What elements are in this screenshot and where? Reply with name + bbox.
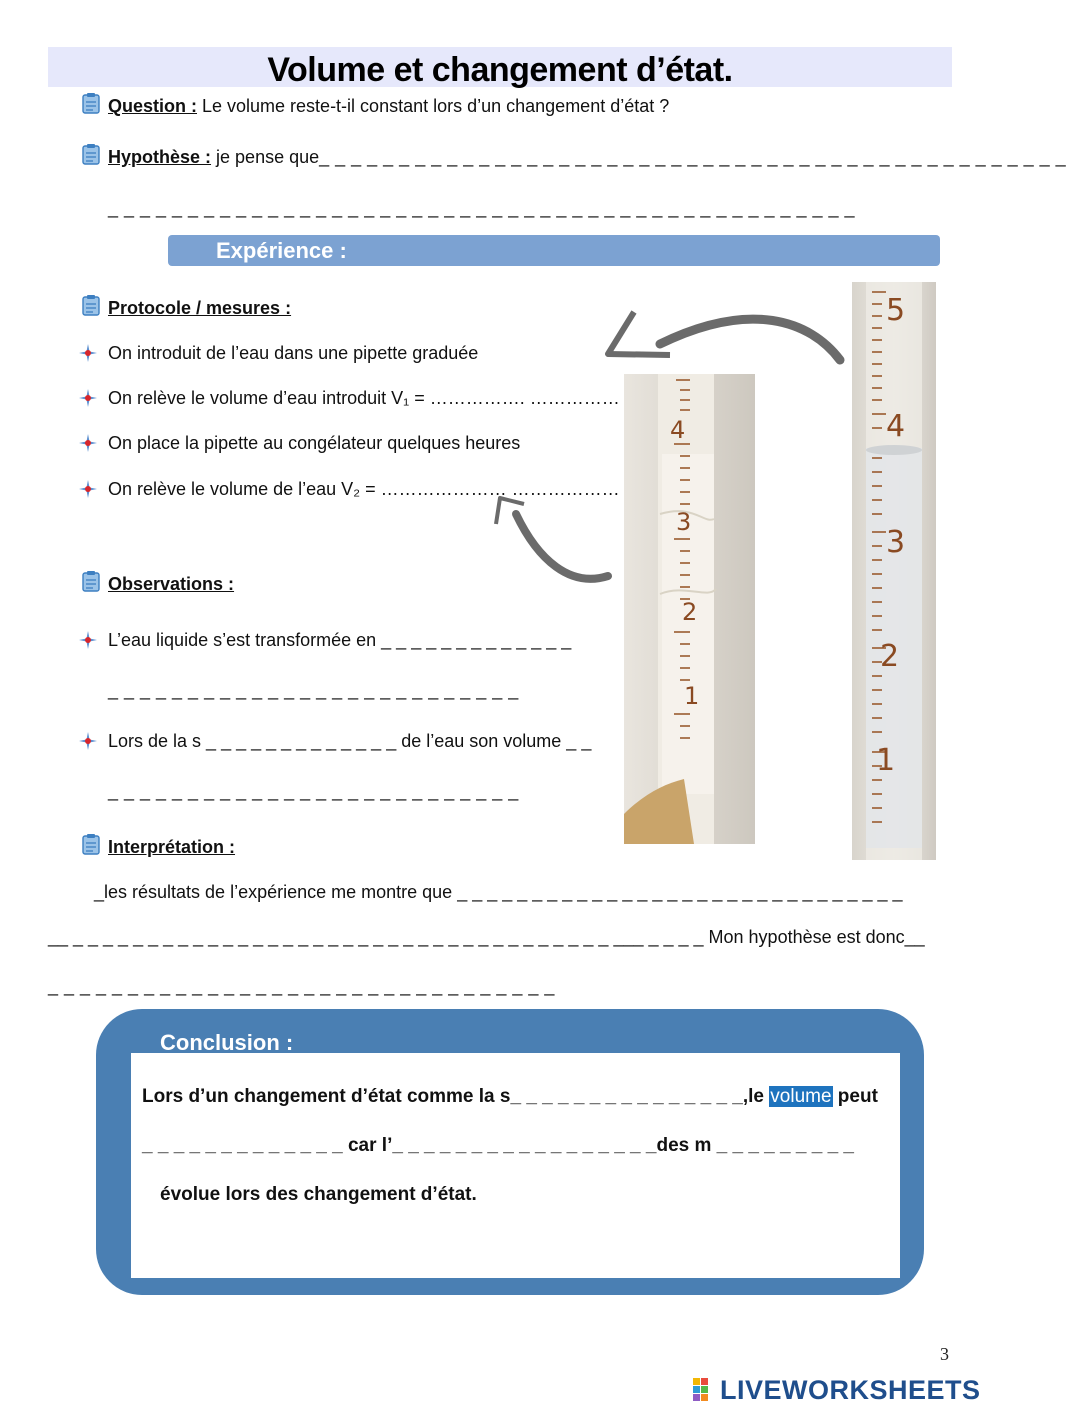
liveworksheets-logo-icon: [693, 1378, 717, 1402]
interpretation-line-1[interactable]: _les résultats de l’expérience me montre que _ _ _ _ _ _ _ _ _ _ _ _ _ _ _ _ _ _ _ _ _ _ _ _ _ _ _ _ _ _: [94, 882, 903, 902]
bullet-icon: [78, 479, 98, 499]
conclusion-line-3: évolue lors des changement d’état.: [160, 1184, 477, 1205]
observation-line-2[interactable]: Lors de la s _ _ _ _ _ _ _ _ _ _ _ _ _ de l’eau son volume _ _: [108, 731, 592, 751]
conclusion-line-1[interactable]: [142, 1084, 892, 1110]
protocol-step: On introduit de l’eau dans une pipette graduée: [108, 343, 479, 363]
bullet-icon: [78, 433, 98, 453]
question-text: Le volume reste-t-il constant lors d’un changement d’état ?: [197, 96, 670, 116]
hypothesis-text: je pense que: [211, 147, 320, 167]
protocol-step: On place la pipette au congélateur quelques heures: [108, 433, 521, 453]
curved-arrow-icon: [600, 300, 850, 370]
tick-label: 4: [886, 409, 906, 444]
question-line: [108, 94, 669, 118]
hypothesis-blank[interactable]: _ _ _ _ _ _ _ _ _ _ _ _ _ _ _ _ _ _ _ _ _ _ _ _ _ _ _ _ _ _ _ _ _ _ _ _ _ _ _ _ _ _ _ _ _ _ _: [319, 147, 1066, 167]
conclusion-text: peut: [832, 1086, 878, 1107]
conclusion-title: Conclusion :: [160, 1030, 294, 1055]
brand-name[interactable]: LIVEWORKSHEETS: [720, 1375, 981, 1405]
bullet-icon: [78, 343, 98, 363]
observation-blank-1[interactable]: _ _ _ _ _ _ _ _ _ _ _ _ _ _ _ _ _ _ _ _ _ _ _ _ _ _: [108, 680, 519, 700]
observations-label: Observations :: [108, 574, 235, 594]
bullet-icon: [78, 630, 98, 650]
hypothesis-label: Hypothèse :: [108, 147, 212, 167]
tick-label: 3: [886, 525, 906, 560]
interpretation-label: Interprétation :: [108, 837, 236, 857]
hypothesis-blank-2[interactable]: _ _ _ _ _ _ _ _ _ _ _ _ _ _ _ _ _ _ _ _ _ _ _ _ _ _ _ _ _ _ _ _ _ _ _ _ _ _ _ _ _ _ _ _ _ _ _: [108, 198, 856, 218]
tick-label: 1: [684, 682, 700, 710]
tick-label: 5: [886, 293, 906, 328]
question-label: Question :: [108, 96, 197, 116]
hypothesis-line: [108, 145, 1066, 169]
conclusion-text: Lors d’un changement d’état comme la s_ _ _ _ _ _ _ _ _ _ _ _ _ _ _,le: [142, 1086, 770, 1107]
page-title: Volume et changement d’état.: [267, 51, 733, 89]
clipboard-icon: [80, 294, 102, 316]
protocol-step[interactable]: On relève le volume d’eau introduit V₁ = ……………. ……………: [108, 388, 620, 408]
conclusion-line-2[interactable]: _ _ _ _ _ _ _ _ _ _ _ _ _ car l’_ _ _ _ _ _ _ _ _ _ _ _ _ _ _ _ _des m _ _ _ _ _ _ _ _ _: [142, 1135, 854, 1156]
page-number: 3: [940, 1344, 949, 1364]
tick-label: 2: [880, 639, 900, 674]
clipboard-icon: [80, 92, 102, 114]
tick-label: 4: [670, 416, 686, 444]
observation-line-1[interactable]: L’eau liquide s’est transformée en _ _ _ _ _ _ _ _ _ _ _ _ _: [108, 630, 572, 650]
observation-blank-2[interactable]: _ _ _ _ _ _ _ _ _ _ _ _ _ _ _ _ _ _ _ _ _ _ _ _ _ _: [108, 781, 519, 801]
tick-label: 2: [682, 598, 698, 626]
tick-label: 3: [676, 508, 692, 536]
clipboard-icon: [80, 143, 102, 165]
protocol-label: Protocole / mesures :: [108, 298, 292, 318]
tick-label: 1: [876, 743, 896, 778]
bullet-icon: [78, 731, 98, 751]
liquid-pipette-photo: [852, 282, 936, 860]
bullet-icon: [78, 388, 98, 408]
clipboard-icon: [80, 570, 102, 592]
interpretation-blank[interactable]: _ _ _ _ _ _ _ _ _ _ _ _ _ _ _ _ _ _ _ _ _ _ _ _ _ _ _ _ _ _ _ _: [48, 976, 555, 996]
clipboard-icon: [80, 833, 102, 855]
interpretation-line-2[interactable]: __ _ _ _ _ _ _ _ _ _ _ _ _ _ _ _ _ _ _ _ _ _ _ _ _ _ _ _ _ _ _ _ _ _ _ _ _ ___ _ _ _ _ Mon hypothèse est donc__: [48, 927, 925, 947]
curved-arrow-icon: [490, 490, 615, 590]
volume-highlight: volume: [770, 1086, 832, 1107]
protocol-step[interactable]: On relève le volume de l’eau V₂ = ………………… ………………: [108, 479, 620, 499]
experience-title: Expérience :: [216, 238, 347, 263]
frozen-pipette-photo: [624, 374, 755, 844]
